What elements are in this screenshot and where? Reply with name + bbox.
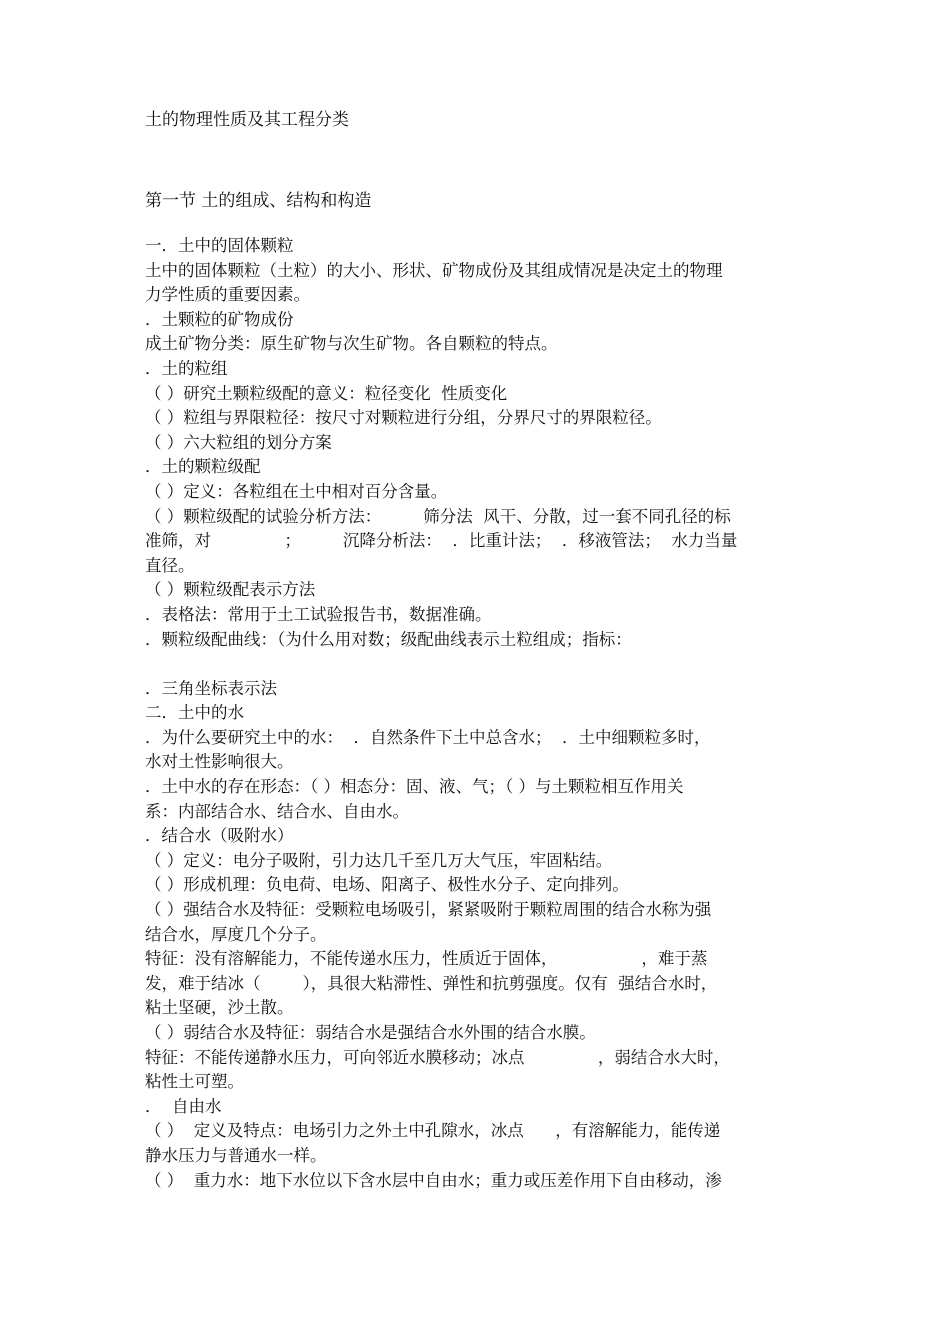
- text-line: （ ）形成机理：负电荷、电场、阳离子、极性水分子、定向排列。: [145, 875, 629, 895]
- text-line: 粘性土可塑。: [145, 1072, 244, 1092]
- text-line: （ ）颗粒级配的试验分析方法： 筛分法 风干、分散，过一套不同孔径的标: [145, 506, 731, 526]
- text-line: （ ） 定义及特点：电场引力之外土中孔隙水，冰点 ，有溶解能力，能传递: [145, 1121, 721, 1141]
- text-line: 二．土中的水: [145, 703, 244, 723]
- text-line: 特征：没有溶解能力，不能传递水压力，性质近于固体， ，难于蒸: [145, 949, 708, 969]
- text-line: （ ）定义：电分子吸附，引力达几千至几万大气压，牢固粘结。: [145, 850, 613, 870]
- text-line: ．表格法：常用于土工试验报告书，数据准确。: [145, 604, 492, 624]
- text-line: 水对土性影响很大。: [145, 752, 294, 772]
- text-line: 特征：不能传递静水压力，可向邻近水膜移动；冰点 ，弱结合水大时，: [145, 1047, 730, 1067]
- text-line: 力学性质的重要因素。: [145, 285, 310, 305]
- text-line: 发，难于结冰（ ），具很大粘滞性、弹性和抗剪强度。仅有 强结合水时，: [145, 973, 718, 993]
- body-text: [145, 234, 810, 1193]
- text-line: 直径。: [145, 555, 195, 575]
- document-title: 土的物理性质及其工程分类: [145, 110, 349, 130]
- text-line: ．土颗粒的矿物成份: [145, 309, 294, 329]
- text-line: ．土的颗粒级配: [145, 457, 261, 477]
- text-line: （ ）颗粒级配表示方法: [145, 580, 316, 600]
- text-line: ．三角坐标表示法: [145, 678, 277, 698]
- text-line: ．颗粒级配曲线：（为什么用对数；级配曲线表示土粒组成；指标：: [145, 629, 632, 649]
- text-line: （ ）六大粒组的划分方案: [145, 432, 332, 452]
- text-line: （ ）强结合水及特征：受颗粒电场吸引，紧紧吸附于颗粒周围的结合水称为强: [145, 900, 712, 920]
- text-line: 结合水，厚度几个分子。: [145, 924, 327, 944]
- text-line: 成土矿物分类：原生矿物与次生矿物。各自颗粒的特点。: [145, 334, 558, 354]
- text-line: （ ） 重力水：地下水位以下含水层中自由水；重力或压差作用下自由移动，渗: [145, 1170, 722, 1190]
- text-line: ．土中水的存在形态：（ ）相态分：固、液、气；（ ）与土颗粒相互作用关: [145, 777, 684, 797]
- text-line: ． 自由水: [145, 1096, 222, 1116]
- text-line: 土中的固体颗粒（土粒）的大小、形状、矿物成份及其组成情况是决定土的物理: [145, 260, 723, 280]
- text-line: ．为什么要研究土中的水： ．自然条件下土中总含水； ．土中细颗粒多时，: [145, 727, 711, 747]
- text-line: （ ）粒组与界限粒径：按尺寸对颗粒进行分组，分界尺寸的界限粒径。: [145, 408, 662, 428]
- text-line: 系：内部结合水、结合水、自由水。: [145, 801, 409, 821]
- text-line: （ ）弱结合水及特征：弱结合水是强结合水外围的结合水膜。: [145, 1023, 596, 1042]
- text-line: 准筛，对 ； 沉降分析法： ．比重计法； ．移液管法； 水力当量: [145, 531, 738, 551]
- text-line: （ ）研究土颗粒级配的意义：粒径变化 性质变化: [145, 383, 508, 403]
- section-title: 第一节 土的组成、结构和构造: [145, 191, 372, 211]
- text-line: ．土的粒组: [145, 358, 228, 378]
- text-line: （ ）定义：各粒组在土中相对百分含量。: [145, 481, 448, 501]
- text-line: 粘土坚硬，沙土散。: [145, 998, 294, 1018]
- text-line: 一．土中的固体颗粒: [145, 236, 294, 255]
- text-line: 静水压力与普通水一样。: [145, 1145, 327, 1165]
- text-line: ．结合水（吸附水）: [145, 826, 294, 846]
- text-line: [145, 652, 810, 677]
